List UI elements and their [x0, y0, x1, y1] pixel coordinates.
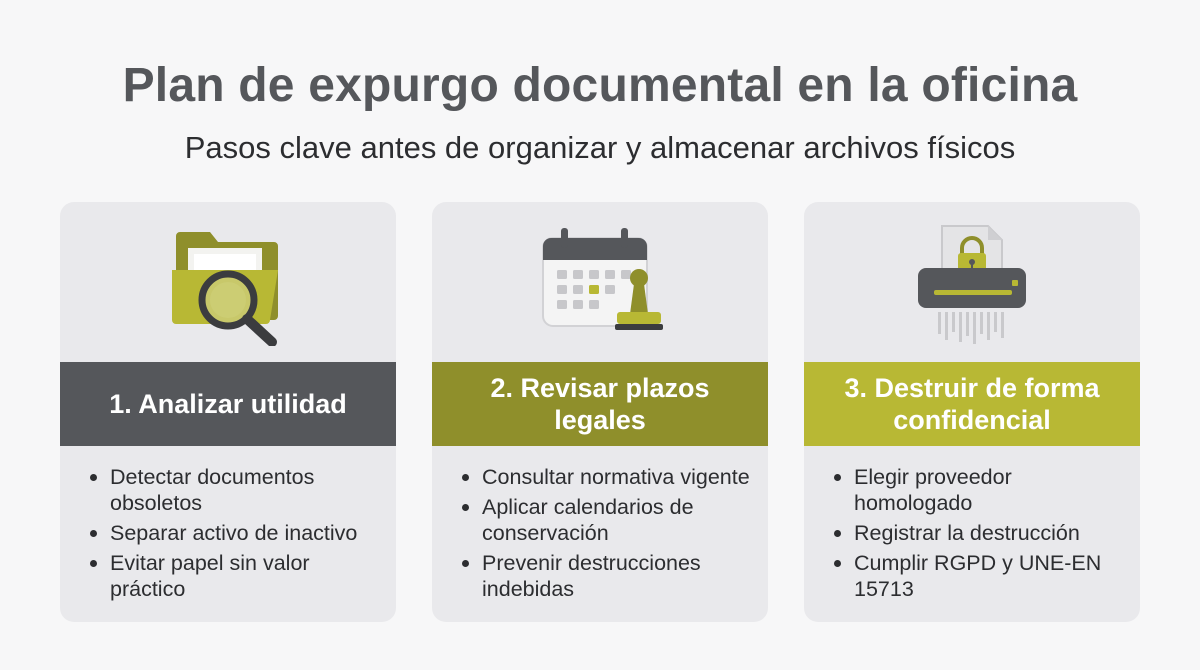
list-item: Aplicar calendarios de conservación — [462, 494, 752, 546]
step-bullet-list — [462, 464, 752, 606]
list-item: Elegir proveedor homologado — [834, 464, 1124, 516]
step-title: 3. Destruir de forma confidencial — [804, 362, 1140, 446]
list-item: Registrar la destrucción — [834, 520, 1124, 546]
step-title: 1. Analizar utilidad — [60, 362, 396, 446]
list-item: Evitar papel sin valor práctico — [90, 550, 380, 602]
page-title: Plan de expurgo documental en la oficina — [122, 59, 1078, 112]
step-bullet-list — [834, 464, 1124, 606]
step-title: 2. Revisar plazos legales — [432, 362, 768, 446]
list-item: Prevenir destrucciones indebidas — [462, 550, 752, 602]
folder-magnifier-icon — [60, 202, 396, 362]
list-item: Consultar normativa vigente — [462, 464, 752, 490]
step-card-legal-terms — [432, 202, 768, 622]
step-card-destroy — [804, 202, 1140, 622]
step-bullet-list — [90, 464, 380, 606]
locked-document-shredder-icon — [804, 202, 1140, 362]
list-item: Detectar documentos obsoletos — [90, 464, 380, 516]
list-item: Cumplir RGPD y UNE-EN 15713 — [834, 550, 1124, 602]
step-card-analyze — [60, 202, 396, 622]
page-subtitle: Pasos clave antes de organizar y almacenar archivos físicos — [184, 130, 1016, 165]
list-item: Separar activo de inactivo — [90, 520, 380, 546]
calendar-stamp-icon — [432, 202, 768, 362]
